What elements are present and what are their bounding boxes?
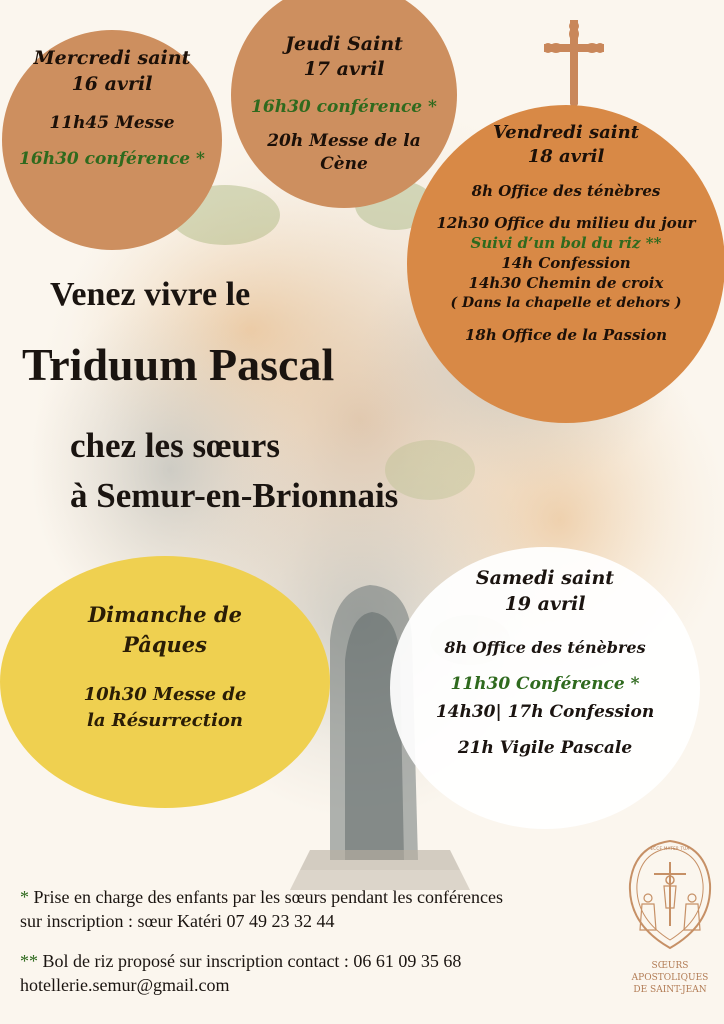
sunday-circle xyxy=(0,556,330,808)
thursday-day: Jeudi Saint xyxy=(285,33,403,55)
saturday-conference: 11h30 Conférence * xyxy=(450,674,640,694)
saturday-date: 19 avril xyxy=(504,593,586,615)
sunday-day: Dimanche de xyxy=(87,602,243,627)
saturday-confession: 14h30| 17h Confession xyxy=(435,702,655,722)
sunday-mass: 10h30 Messe de xyxy=(83,684,247,705)
thursday-date: 17 avril xyxy=(303,58,385,80)
logo-line-2: APOSTOLIQUES xyxy=(631,973,709,983)
sisters-seal-logo xyxy=(624,838,716,952)
friday-circle xyxy=(407,105,724,423)
logo-line-1: SŒURS xyxy=(651,961,689,971)
wednesday-circle xyxy=(2,30,222,250)
cross-icon xyxy=(544,20,604,108)
friday-confession: 14h Confession xyxy=(501,254,631,272)
footnote-rice-bowl-text: Bol de riz proposé sur inscription contact : 06 61 09 35 68 xyxy=(38,951,462,971)
saturday-day: Samedi saint xyxy=(475,567,615,589)
thursday-conference: 16h30 conférence * xyxy=(251,97,437,117)
headline-line3: chez les sœurs xyxy=(70,426,280,465)
friday-date: 18 avril xyxy=(527,146,605,167)
wednesday-conference: 16h30 conférence * xyxy=(19,149,205,169)
wednesday-mass: 11h45 Messe xyxy=(49,113,175,133)
headline-location: à Semur-en-Brionnais xyxy=(70,476,399,515)
sunday-mass-cont: la Résurrection xyxy=(86,710,244,731)
headline-main-title: Triduum Pascal xyxy=(22,339,335,390)
friday-rice-bowl: Suivi d’un bol du riz ** xyxy=(470,234,662,252)
logo-text xyxy=(618,960,722,996)
footnote-rice-bowl xyxy=(20,950,461,972)
footnote-double-asterisk: ** xyxy=(20,951,38,971)
thursday-mass-cont: Cène xyxy=(320,154,368,174)
footnote-asterisk: * xyxy=(20,887,29,907)
thursday-mass: 20h Messe de la xyxy=(267,131,421,151)
wednesday-date: 16 avril xyxy=(71,73,153,95)
wednesday-day: Mercredi saint xyxy=(33,47,191,69)
sunday-day-cont: Pâques xyxy=(123,632,207,657)
saturday-tenebrae: 8h Office des ténèbres xyxy=(444,638,646,657)
footnote-email: hotellerie.semur@gmail.com xyxy=(20,975,230,995)
saturday-vigil: 21h Vigile Pascale xyxy=(457,738,633,758)
friday-location: ( Dans la chapelle et dehors ) xyxy=(450,295,682,311)
saturday-circle xyxy=(390,547,700,829)
footnote-children-care xyxy=(20,886,503,908)
friday-passion-office: 18h Office de la Passion xyxy=(464,326,668,344)
footnote-children-text: Prise en charge des enfants par les sœurs pendant les conférences xyxy=(29,887,503,907)
friday-midday-office: 12h30 Office du milieu du jour xyxy=(436,214,696,232)
friday-day: Vendredi saint xyxy=(492,122,640,143)
seal-inscription: ECCE MATER TUA xyxy=(650,846,690,851)
friday-way-of-cross: 14h30 Chemin de croix xyxy=(468,274,664,292)
friday-tenebrae: 8h Office des ténèbres xyxy=(471,182,661,200)
headline-line1: Venez vivre le xyxy=(50,276,251,313)
footnote-registration: sur inscription : sœur Katéri 07 49 23 32 44 xyxy=(20,911,335,931)
logo-line-3: DE SAINT-JEAN xyxy=(633,985,707,995)
